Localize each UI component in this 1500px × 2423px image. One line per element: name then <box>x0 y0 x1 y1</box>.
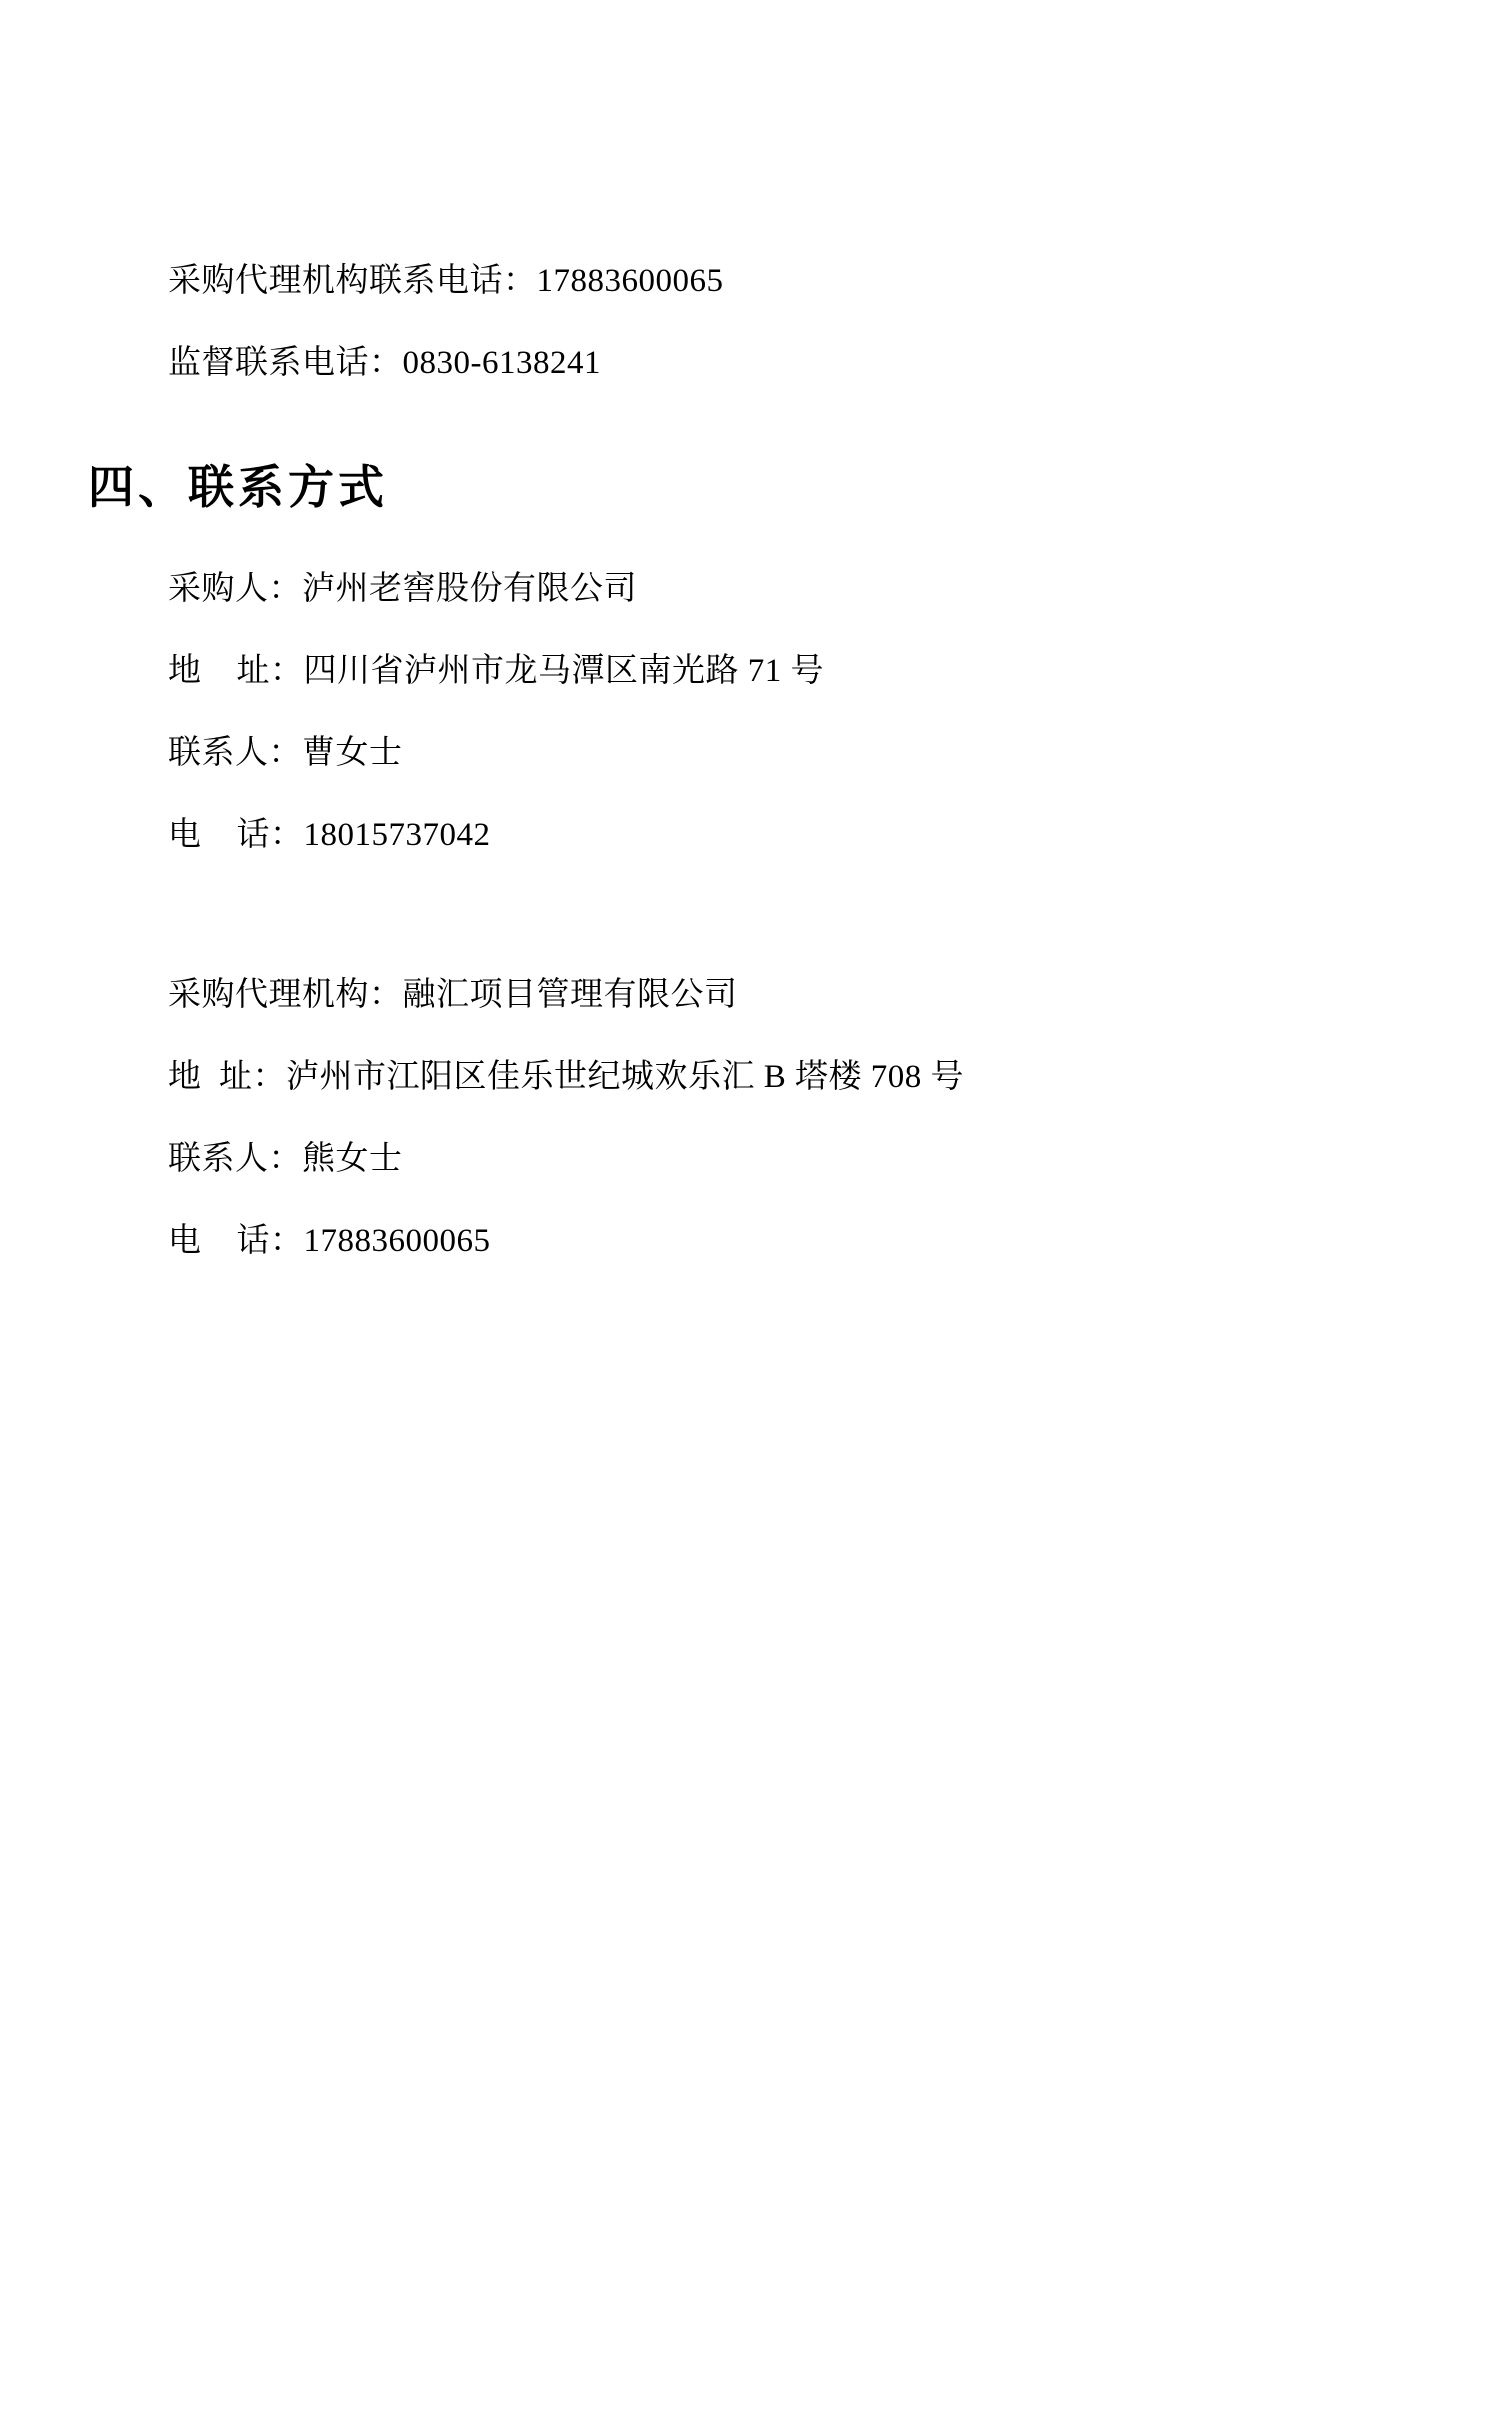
purchaser-name-line: 采购人：泸州老窖股份有限公司 <box>168 571 637 607</box>
agency-name-line: 采购代理机构：融汇项目管理有限公司 <box>168 977 738 1013</box>
agency-contact-person-line: 联系人：熊女士 <box>168 1141 403 1177</box>
purchaser-info-block <box>168 548 1348 876</box>
agency-phone-line-2: 电 话：17883600065 <box>168 1223 491 1259</box>
document-body <box>88 240 1348 1282</box>
agency-info-block <box>168 954 1348 1282</box>
purchaser-address-line: 地 址：四川省泸州市龙马潭区南光路 71 号 <box>168 653 824 689</box>
agency-address-line: 地 址：泸州市江阳区佳乐世纪城欢乐汇 B 塔楼 708 号 <box>168 1059 965 1095</box>
supervision-phone-line: 监督联系电话：0830-6138241 <box>168 345 601 381</box>
purchaser-phone-line: 电 话：18015737042 <box>168 817 491 853</box>
purchaser-contact-person-line: 联系人：曹女士 <box>168 735 403 771</box>
section-heading-contact: 四、联系方式 <box>88 462 388 513</box>
contact-phones-block <box>168 240 1348 404</box>
agency-phone-line: 采购代理机构联系电话：17883600065 <box>168 263 724 299</box>
block-spacer <box>168 876 1348 954</box>
